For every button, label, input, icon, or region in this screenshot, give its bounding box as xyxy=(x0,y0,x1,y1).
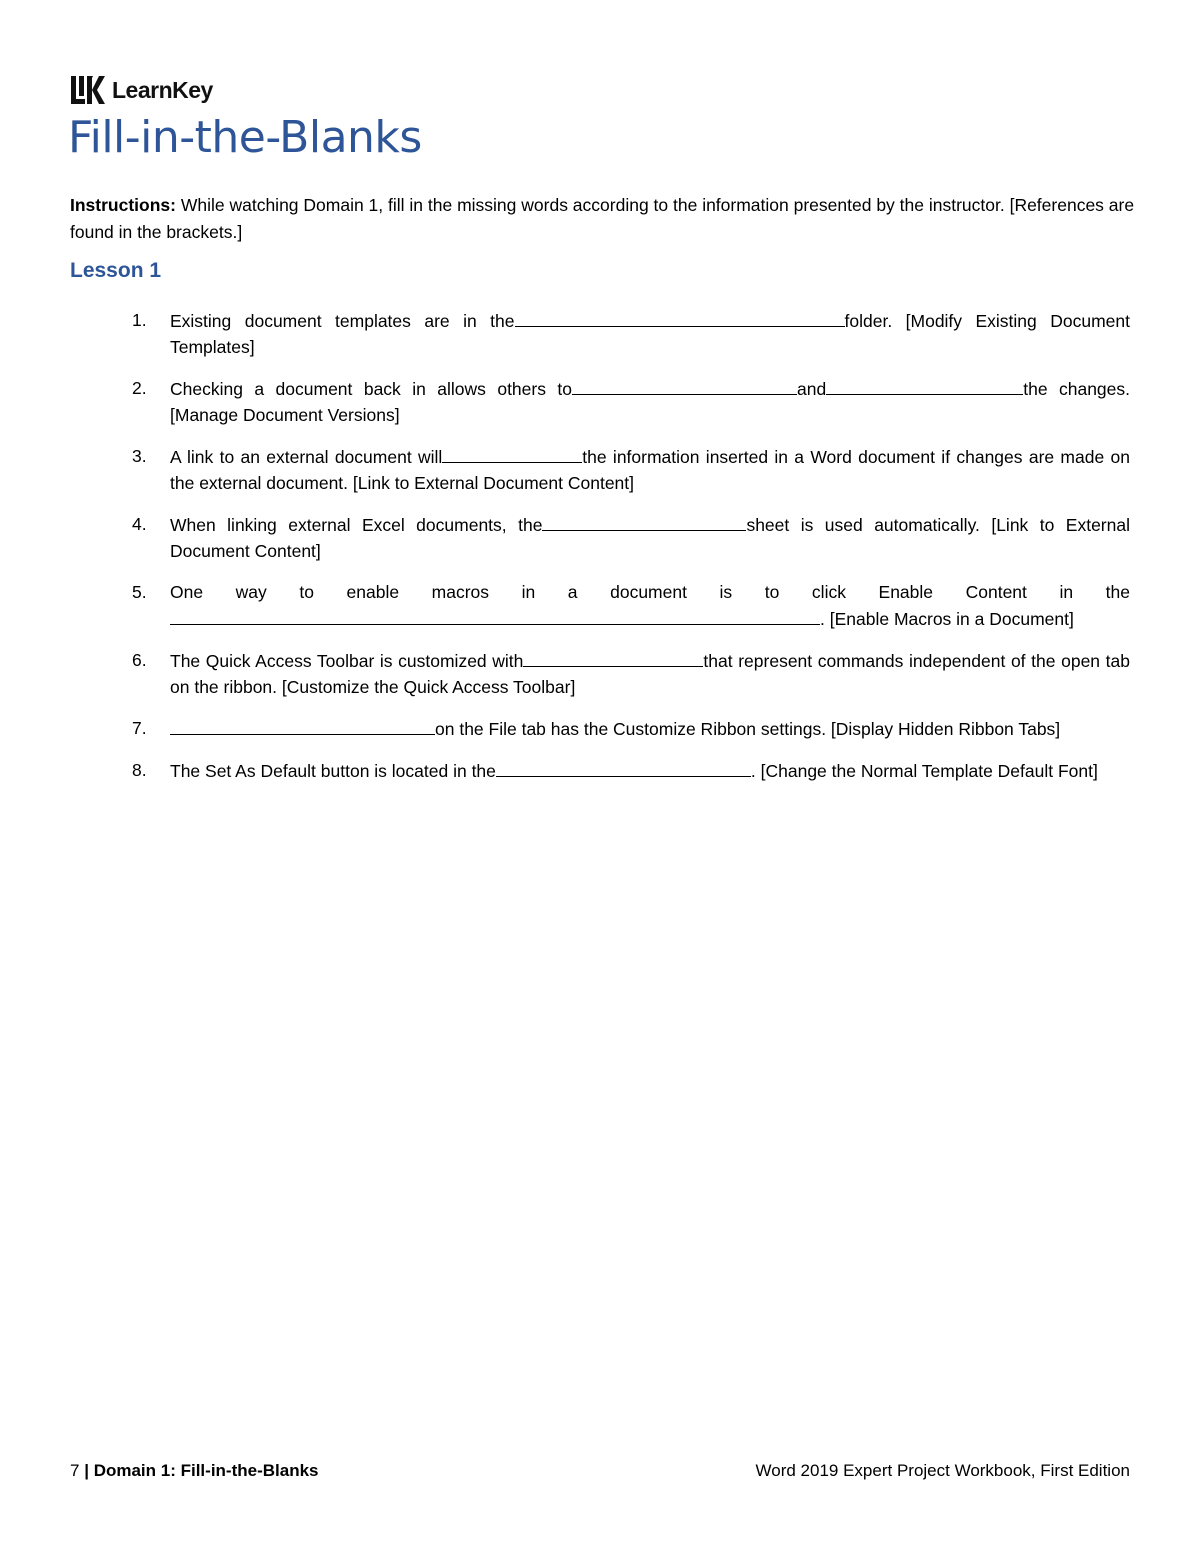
question-5 xyxy=(70,579,1130,632)
question-number: 8. xyxy=(132,760,147,780)
question-number: 2. xyxy=(132,378,147,398)
answer-blank[interactable] xyxy=(170,605,820,625)
question-1 xyxy=(70,307,1130,360)
question-text: folder. [Modify Existing Document Templates] xyxy=(170,311,1130,357)
question-text: Existing document templates are in the xyxy=(170,311,515,331)
question-number: 5. xyxy=(132,582,147,602)
page-footer xyxy=(70,1459,1130,1483)
instructions xyxy=(70,192,1135,246)
question-8 xyxy=(70,757,1130,784)
answer-blank[interactable] xyxy=(170,715,435,735)
question-list xyxy=(70,307,1130,799)
question-number: 7. xyxy=(132,718,147,738)
question-text: The Set As Default button is located in the xyxy=(170,761,496,781)
question-3 xyxy=(70,443,1130,496)
question-text: that represent commands independent of the open tab on the ribbon. [Customize the Quick Access Toolbar] xyxy=(170,651,1130,697)
learnkey-lk-logo-icon xyxy=(70,74,106,106)
page-title: Fill-in-the-Blanks xyxy=(68,112,422,163)
learnkey-logo xyxy=(70,70,213,110)
question-text: The Quick Access Toolbar is customized with xyxy=(170,651,524,671)
question-text: When linking external Excel documents, the xyxy=(170,515,543,535)
answer-blank[interactable] xyxy=(442,443,582,463)
question-text: sheet is used automatically. [Link to External Document Content] xyxy=(170,515,1130,561)
question-4 xyxy=(70,511,1130,564)
question-text: and xyxy=(797,379,827,399)
question-text: on the File tab has the Customize Ribbon settings. [Display Hidden Ribbon Tabs] xyxy=(435,719,1061,739)
answer-blank[interactable] xyxy=(826,375,1023,395)
question-7 xyxy=(70,715,1130,742)
answer-blank[interactable] xyxy=(523,647,703,667)
question-text: A link to an external document will xyxy=(170,447,443,467)
answer-blank[interactable] xyxy=(572,375,797,395)
footer-book-title: Word 2019 Expert Project Workbook, First Edition xyxy=(755,1461,1130,1480)
footer-section: Domain 1: Fill-in-the-Blanks xyxy=(93,1461,319,1480)
brand-name: LearnKey xyxy=(112,76,213,103)
question-2 xyxy=(70,375,1130,428)
question-text: the information inserted in a Word document if changes are made on the external document. [Link to External Document Content] xyxy=(170,447,1130,493)
lesson-heading: Lesson 1 xyxy=(70,259,162,282)
footer-separator: | xyxy=(84,1461,89,1480)
question-text: . [Enable Macros in a Document] xyxy=(820,609,1074,629)
question-number: 3. xyxy=(132,446,147,466)
page-number: 7 xyxy=(70,1461,80,1480)
question-number: 4. xyxy=(132,514,147,534)
answer-blank[interactable] xyxy=(515,307,845,327)
question-number: 6. xyxy=(132,650,147,670)
question-text: the changes. [Manage Document Versions] xyxy=(170,379,1131,425)
question-6 xyxy=(70,647,1130,700)
question-text: One way to enable macros in a document is to click Enable Content in the xyxy=(170,582,1130,602)
instructions-label: Instructions: xyxy=(70,195,176,215)
question-text: Checking a document back in allows others to xyxy=(170,379,573,399)
instructions-text: While watching Domain 1, fill in the missing words according to the information presented by the instructor. [References are found in the brackets.] xyxy=(70,195,1135,242)
question-text: . [Change the Normal Template Default Font] xyxy=(750,761,1098,781)
answer-blank[interactable] xyxy=(542,511,746,531)
footer-left xyxy=(70,1459,319,1483)
answer-blank[interactable] xyxy=(496,757,751,777)
question-number: 1. xyxy=(132,310,147,330)
